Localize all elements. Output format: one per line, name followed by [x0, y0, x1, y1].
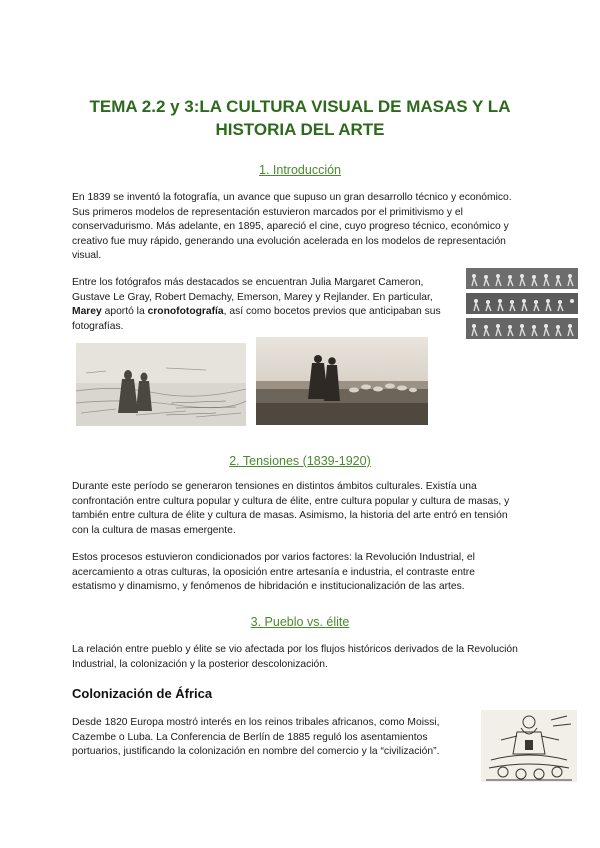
- section-heading-pueblo-elite: 3. Pueblo vs. élite: [250, 615, 350, 629]
- cronofotografia-bold: cronofotografía: [147, 306, 224, 318]
- page-title-line-1: TEMA 2.2 y 3:LA CULTURA VISUAL DE MASAS Y LA: [89, 97, 511, 116]
- subheading-colonizacion-africa: Colonización de África: [72, 686, 213, 701]
- page-title: [60, 95, 540, 141]
- tensiones-paragraph-1: Durante este período se generaron tensiones en distintos ámbitos culturales. Existía una confrontación entre cultura popular y cultura de élite, entre cultura popular y cultura de masas, y también entre cultura de élite y cultura de masas. Asimismo, la historia del arte entró en tensión con la cultura de masas emergente.: [72, 481, 510, 536]
- section-heading-tensiones: 2. Tensiones (1839-1920): [229, 454, 371, 468]
- chronophotography-image: [466, 268, 578, 339]
- page-title-line-2: HISTORIA DEL ARTE: [215, 120, 385, 139]
- pueblo-elite-paragraph: La relación entre pueblo y élite se vio afectada por los flujos históricos derivados de la Revolución Industrial, la colonización y la posterior descolonización.: [72, 644, 518, 670]
- photographers-text-end: , así como bocetos previos que anticipaban sus fotografías.: [72, 306, 441, 332]
- photographers-paragraph: [72, 276, 452, 334]
- colonial-caricature-image: [481, 710, 577, 782]
- tensiones-paragraph-2: Estos procesos estuvieron condicionados por varios factores: la Revolución Industrial, el acercamiento a otras culturas, la oposición entre artesanía e industria, el contraste entre estatismo y dinamismo, y fenómenos de hibridación e institucionalización de las artes.: [72, 552, 475, 593]
- photographers-text-mid: aportó la: [101, 306, 148, 318]
- intro-paragraph: En 1839 se inventó la fotografía, un avance que supuso un gran desarrollo técnico y económico. Sus primeros modelos de representación estuvieron marcados por el primitivismo y el conservadurismo. Más adelante, en 1895, apareció el cine, cuyo progreso técnico, económico y creativo fue muy rápido, generando una evolución acelerada en los modelos de representación visual.: [72, 192, 512, 262]
- colonizacion-paragraph: Desde 1820 Europa mostró interés en los reinos tribales africanos, como Moissi, Cazembe o Luba. La Conferencia de Berlín de 1885 reguló los asentamientos portuarios, justificando la colonización en nombre del comercio y la “civilización”.: [72, 717, 440, 758]
- photographers-text-start: Entre los fotógrafos más destacados se encuentran Julia Margaret Cameron, Gustave Le Gray, Robert Demachy, Emerson, Marey y Rejlander. En particular,: [72, 277, 433, 303]
- sketch-drawing-image: [76, 343, 246, 426]
- section-heading-introduccion: 1. Introducción: [259, 163, 341, 177]
- pastoral-photograph-image: [256, 337, 428, 425]
- marey-bold: Marey: [72, 306, 102, 318]
